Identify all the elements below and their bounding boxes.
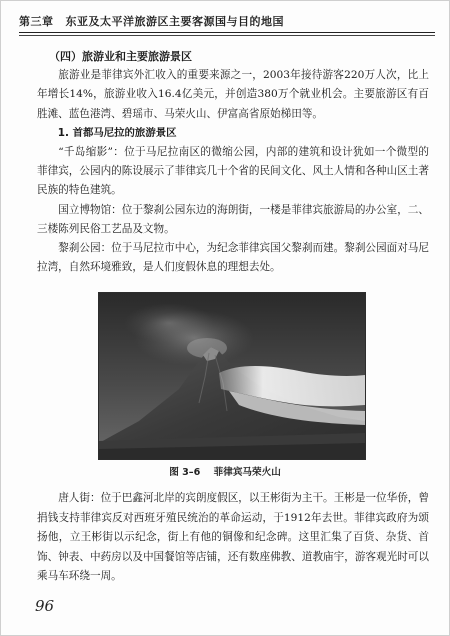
chapter-title: 东亚及太平洋旅游区主要客源国与目的地国 xyxy=(65,15,284,28)
intro-paragraph: 旅游业是菲律宾外汇收入的重要来源之一，2003年接待游客220万人次，比上年增长14%，旅游业收入16.4亿美元，并创造380万个就业机会。主要旅游区有百胜滩、蓝色港湾、碧瑶市、马荣火山、伊富高省原始梯田等。 xyxy=(37,69,429,120)
paragraph-national-museum: 国立博物馆：位于黎刹公园东边的海朗街，一楼是菲律宾旅游局的办公室，二、三楼陈列民俗工艺品及文物。 xyxy=(37,203,429,235)
figure-caption-text: 菲律宾马荣火山 xyxy=(213,467,281,478)
running-header xyxy=(19,5,435,29)
chapter-label: 第三章 xyxy=(19,15,54,28)
header-rule-thin xyxy=(19,35,435,36)
subsection-title: 1. 首都马尼拉的旅游景区 xyxy=(57,126,177,139)
page-number: 96 xyxy=(35,597,55,615)
header-rule xyxy=(19,32,435,33)
mayon-volcano-photo xyxy=(98,292,366,460)
paragraph-chinatown: 唐人街：位于巴鑫河北岸的宾朗度假区，以王彬街为主干。王彬是一位华侨，曾捐钱支持菲律宾反对西班牙殖民统治的革命运动，于1912年去世。菲律宾政府为颂扬他，立王彬街以示纪念，街上有他的铜像和纪念碑。这里汇集了百货、杂货、首饰、钟表、中药房以及中国餐馆等店铺，还有数座佛教、道教庙宇，游客观光时可以乘马车环绕一周。 xyxy=(37,492,429,583)
paragraph-miniature-park: “千岛缩影”：位于马尼拉南区的微缩公园，内部的建筑和设计犹如一个微型的菲律宾，公园内的陈设展示了菲律宾几十个省的民间文化、风土人情和各种山区土著民族的特色建筑。 xyxy=(37,146,429,197)
main-text-continued xyxy=(37,489,429,587)
main-text xyxy=(37,47,429,277)
figure-caption xyxy=(1,464,449,478)
paragraph-rizal-park: 黎刹公园：位于马尼拉市中心，为纪念菲律宾国父黎刹而建。黎刹公园面对马尼拉湾，自然环境雅致，是人们度假休息的理想去处。 xyxy=(37,242,429,274)
figure-number: 图 3–6 xyxy=(169,467,201,478)
section-title: （四）旅游业和主要旅游景区 xyxy=(49,50,192,63)
